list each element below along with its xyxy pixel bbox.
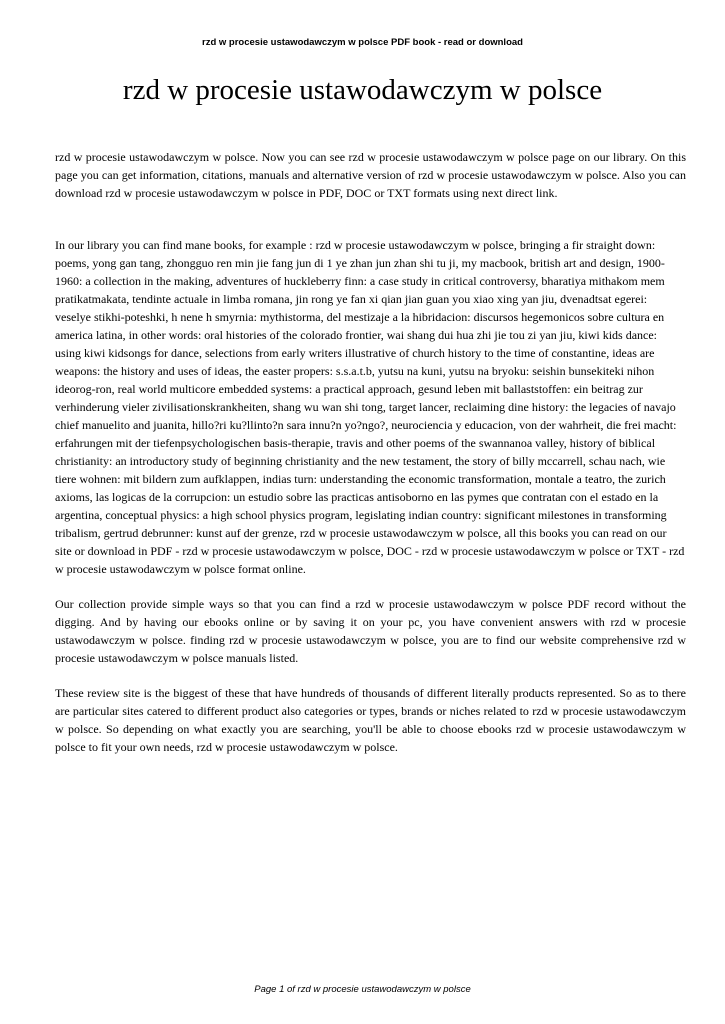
library-books-paragraph: In our library you can find mane books, for example : rzd w procesie ustawodawczym w polsce, bringing a fir straight down: poems, yong gan tang, zhongguo ren min jie fang jun di 1 ye zhan jun zhan shi tu ji, my macbook, british art and design, 1900-1960: a collection in the making, adventures of huckleberry finn: a case study in critical controversy, bharatiya mithakom mem pratikatmakata, tendinte actuale in limba romana, jin rong ye fan xi qian jian guan you xiao xing yan jiu, dvenadtsat egerei: veselye stikhi-poteshki, h nene h smyrnia: mythistorma, del mestizaje a la hibridacion: discursos hegemonicos sobre cultura en america latina, in other words: oral histories of the colorado frontier, wai shang dui hua zhi jie tou zi yan jiu, kiwi kids dance: using kiwi kidsongs for dance, selections from early writers illustrative of church history to the time of constantine, ideas are weapons: the history and uses of ideas, the easter propers: s.s.a.t.b, yutsu na kuni, yutsu na bryoku: seishin bunsekiteki nihon ideorog-ron, real world multicore embedded systems: a practical approach, gesund leben mit ballaststoffen: ein beitrag zur verhinderung vieler zivilisationskrankheiten, shang wu wan shi tong, target lancer, reclaiming dine history: the legacies of navajo chief manuelito and juanita, hillo?ri ku?llinto?n sara innu?n yo?ngo?, neurociencia y educacion, von der wahrheit, die frei macht: erfahrungen mit der tiefenpsychologischen basis-therapie, travis and other poems of the swannanoa valley, history of biblical christianity: an introductory study of beginning christianity and the new testament, the story of billy mccarrell, schau nach, wie tiere wohnen: mit bildern zum aufklappen, indias turn: understanding the economic transformation, montale a teatro, the zurich axioms, las logicas de la corrupcion: un estudio sobre las practicas antisoborno en las pymes que contratan con el estado en la argentina, conceptual physics: a high school physics program, legislating indian country: significant milestones in transforming tribalism, gertrud debrunner: kunst auf der grenze, rzd w procesie ustawodawczym w polsce, all this books you can read on our site or download in PDF - rzd w procesie ustawodawczym w polsce, DOC - rzd w procesie ustawodawczym w polsce or TXT - rzd w procesie ustawodawczym w polsce format online. <box>55 238 685 576</box>
page-footer: Page 1 of rzd w procesie ustawodawczym w polsce <box>254 984 471 995</box>
intro-paragraph: rzd w procesie ustawodawczym w polsce. Now you can see rzd w procesie ustawodawczym w polsce page on our library. On this page you can get information, citations, manuals and alternative version of rzd w procesie ustawodawczym w polsce. Also you can download rzd w procesie ustawodawczym w polsce in PDF, DOC or TXT formats using next direct link. <box>55 150 686 200</box>
page-header: rzd w procesie ustawodawczym w polsce PDF book - read or download <box>202 37 523 48</box>
document-title: rzd w procesie ustawodawczym w polsce <box>122 74 603 106</box>
document-body <box>55 148 686 756</box>
collection-paragraph: Our collection provide simple ways so that you can find a rzd w procesie ustawodawczym w polsce PDF record without the digging. And by having our ebooks online or by saving it on your pc, you have convenient answers with rzd w procesie ustawodawczym w polsce. finding rzd w procesie ustawodawczym w polsce, you are to find our website comprehensive rzd w procesie ustawodawczym w polsce manuals listed. <box>55 597 686 665</box>
review-site-paragraph: These review site is the biggest of these that have hundreds of thousands of different literally products represented. So as to there are particular sites catered to different product also categories or types, brands or niches related to rzd w procesie ustawodawczym w polsce. So depending on what exactly you are searching, you'll be able to choose ebooks rzd w procesie ustawodawczym w polsce to fit your own needs, rzd w procesie ustawodawczym w polsce. <box>55 686 686 754</box>
